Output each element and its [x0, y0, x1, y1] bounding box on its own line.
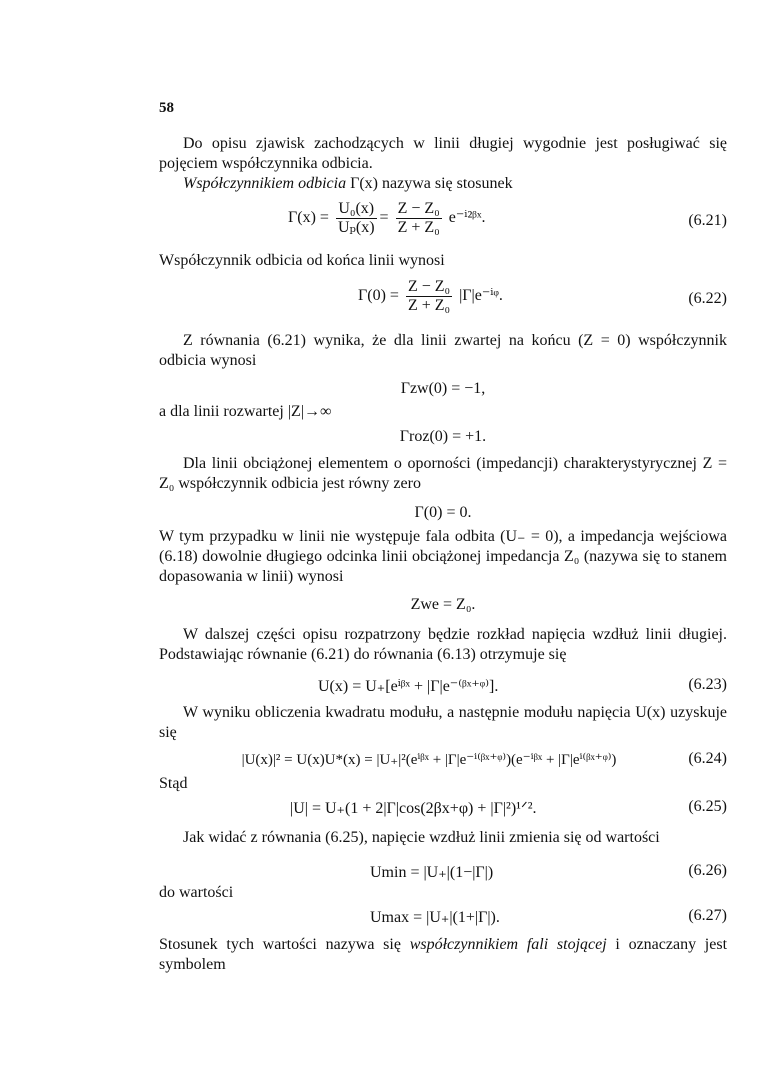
equation-number: (6.21)	[688, 212, 727, 229]
equation-matched: Γ(0) = 0.	[414, 504, 472, 521]
equation-number: (6.25)	[688, 798, 727, 815]
equation-input-impedance: Zwe = Z₀.	[410, 596, 476, 613]
equation-number: (6.27)	[688, 907, 727, 924]
paragraph-definition	[159, 174, 727, 194]
equation-6-22: Γ(0) = $\frac{\text{Z − Z₀}}{\text{Z + Z₀}}$ |Γ|e⁻ⁱᵠ.	[358, 278, 503, 314]
equation-6-27: Umax = |U₊|(1+|Γ|).	[370, 909, 500, 926]
paragraph: Współczynnik odbicia od końca linii wynosi	[159, 252, 445, 269]
paragraph: W tym przypadku w linii nie występuje fala odbita (U₋ = 0), a impedancja wejściowa (6.18) dowolnie długiego odcinka linii obciążonej impedancja Z₀ (nazywa się to stanem dopasowania w linii) wynosi	[159, 528, 727, 585]
paragraph: Stąd	[159, 775, 188, 792]
paragraph-intro: Do opisu zjawisk zachodzących w linii długiej wygodnie jest posługiwać się pojęciem współczynnika odbicia.	[159, 135, 727, 172]
fraction: $\frac{\text{U₀(x)}}{\text{Uₚ(x)}}$	[337, 200, 375, 236]
paragraph: Dla linii obciążonej elementem o oporności (impedancji) charakterystyrycznej Z = Z₀ współczynnik odbicia jest równy zero	[159, 455, 727, 492]
fraction: $\frac{\text{Z − Z₀}}{\text{Z + Z₀}}$	[397, 200, 440, 236]
paragraph: a dla linii rozwartej |Z|→∞	[159, 403, 332, 420]
definition-text: Γ(x) nazywa się stosunek	[350, 175, 513, 192]
equation-open-circuit: Γroz(0) = +1.	[399, 428, 487, 445]
equation-short-circuit: Γzw(0) = −1,	[400, 380, 486, 397]
paragraph: Z równania (6.21) wynika, że dla linii zwartej na końcu (Z = 0) współczynnik odbicia wynosi	[159, 332, 727, 369]
paragraph: W wyniku obliczenia kwadratu modułu, a następnie modułu napięcia U(x) uzyskuje się	[159, 704, 727, 741]
fraction: $\frac{\text{Z − Z₀}}{\text{Z + Z₀}}$	[407, 278, 451, 314]
equation-6-21: Γ(x) = $\frac{\text{U₀(x)}}{\text{Uₚ(x)}}$ = $\frac{\text{Z − Z₀}}{\text{Z + Z₀}}$ e⁻ⁱ²ᵝˣ.	[288, 200, 486, 236]
term-reflection-coefficient: Współczynnikiem odbicia	[183, 175, 347, 192]
page-number: 58	[159, 100, 174, 116]
paragraph-final: Stosunek tych wartości nazywa się współczynnikiem fali stojącej i oznaczany jest symbolem	[159, 936, 728, 973]
paragraph: Jak widać z równania (6.25), napięcie wzdłuż linii zmienia się od wartości	[183, 829, 660, 846]
equation-number: (6.23)	[688, 676, 727, 693]
equation-number: (6.22)	[688, 290, 727, 307]
equation-6-23: U(x) = U₊[eⁱᵝˣ + |Γ|e⁻⁽ᵝˣ⁺ᵠ⁾].	[318, 678, 499, 695]
equation-6-25: |U| = U₊(1 + 2|Γ|cos(2βx+φ) + |Γ|²)¹ᐟ².	[290, 800, 537, 817]
equation-number: (6.24)	[688, 750, 727, 767]
equation-6-24: |U(x)|² = U(x)U*(x) = |U₊|²(eⁱᵝˣ + |Γ|e⁻ⁱ⁽ᵝˣ⁺ᵠ⁾)(e⁻ⁱᵝˣ + |Γ|eⁱ⁽ᵝˣ⁺ᵠ⁾)	[241, 752, 617, 768]
term-swr: współczynnikiem fali stojącej	[409, 936, 607, 953]
equation-6-26: Umin = |U₊|(1−|Γ|)	[370, 864, 494, 881]
paragraph: do wartości	[159, 884, 234, 901]
equation-number: (6.26)	[688, 862, 727, 879]
paragraph: W dalszej części opisu rozpatrzony będzie rozkład napięcia wzdłuż linii długiej. Podstawiając równanie (6.21) do równania (6.13) otrzymuje się	[159, 626, 727, 663]
